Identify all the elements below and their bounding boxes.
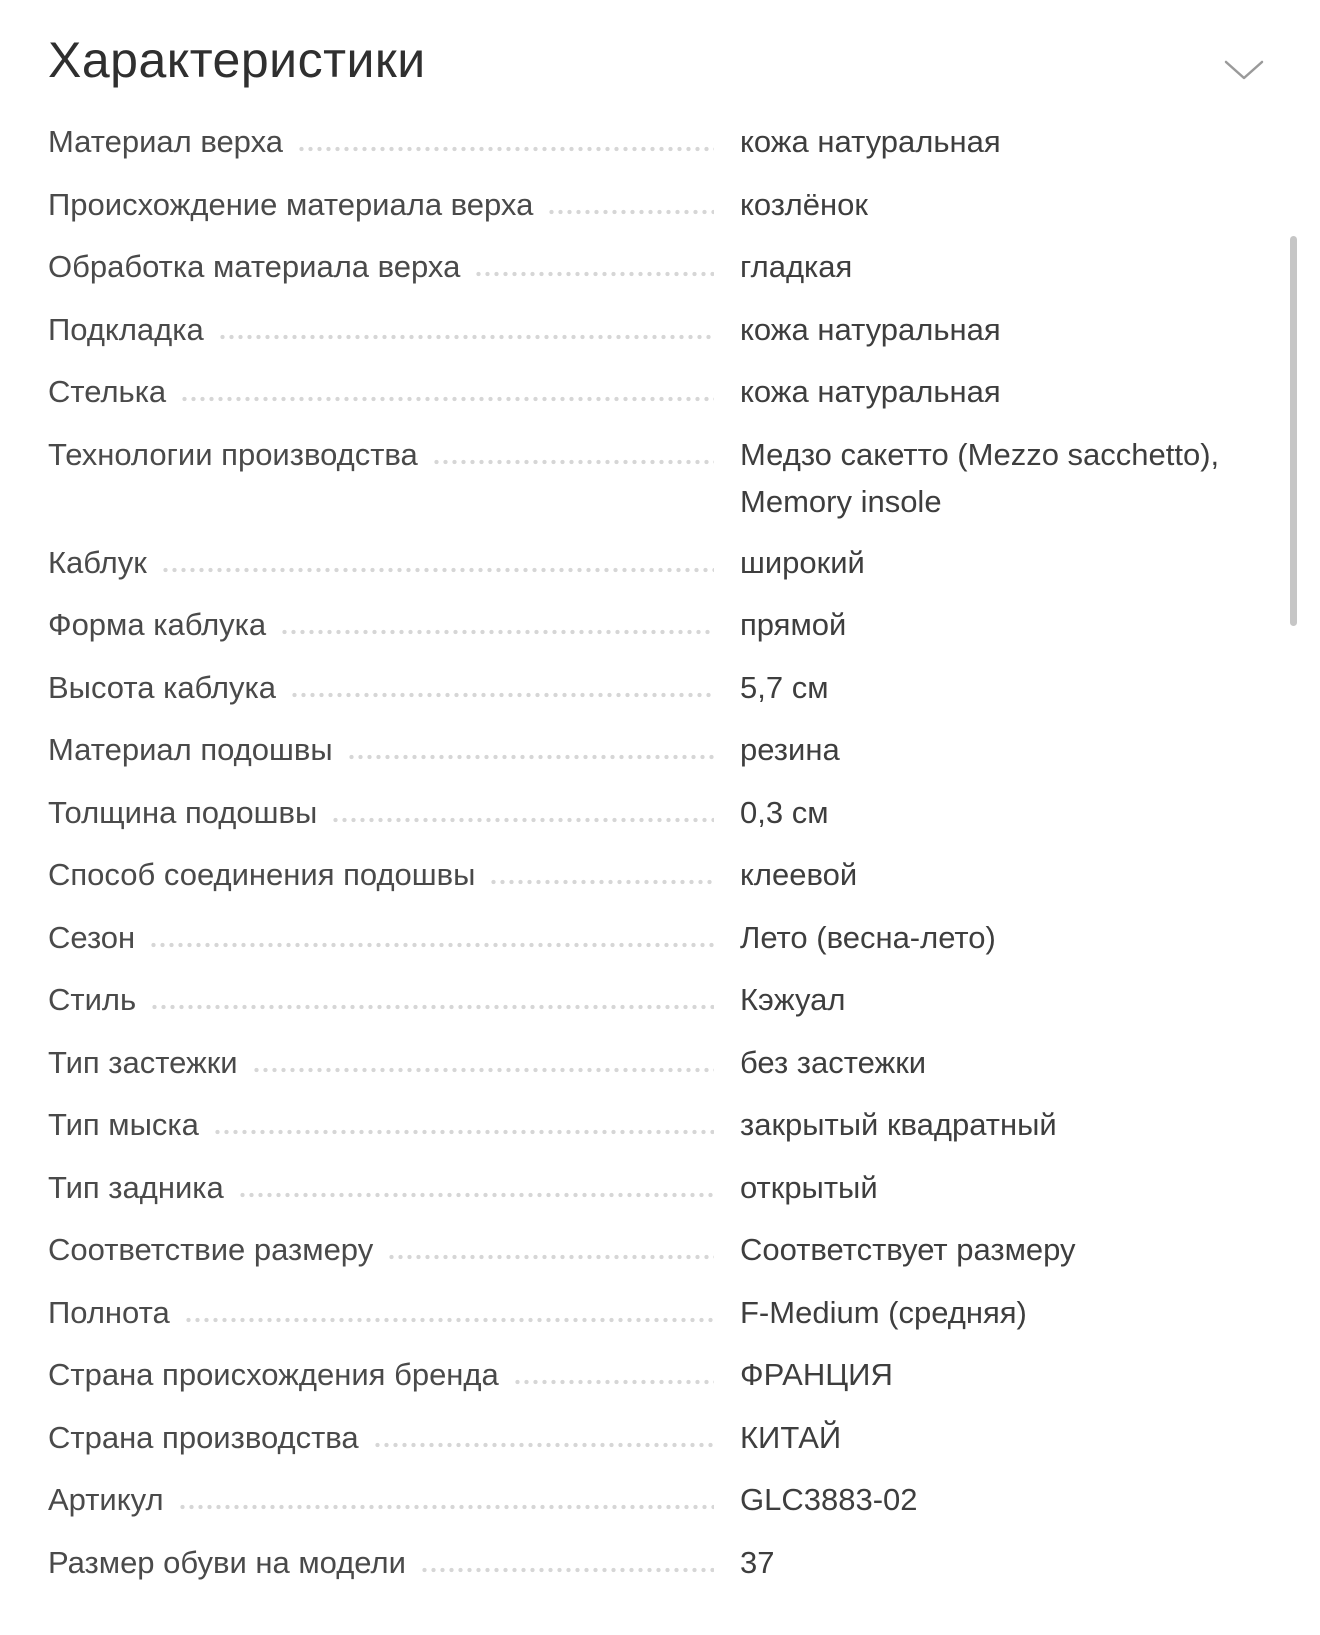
spec-value: Лето (весна-лето) xyxy=(740,919,996,955)
spec-row xyxy=(48,366,1248,429)
spec-row xyxy=(48,599,1248,662)
spec-label-cell xyxy=(48,1474,714,1526)
dotted-leader xyxy=(218,334,714,340)
spec-value: Соответствует размеру xyxy=(740,1232,1076,1267)
spec-value: кожа натуральная xyxy=(740,374,1001,409)
spec-label: Сезон xyxy=(48,919,136,955)
spec-label-cell xyxy=(48,179,714,231)
scrollbar-thumb[interactable] xyxy=(1290,236,1297,626)
spec-label: Каблук xyxy=(48,544,147,580)
spec-label-cell xyxy=(48,1162,714,1214)
spec-row xyxy=(48,537,1248,600)
spec-label: Артикул xyxy=(48,1482,164,1517)
spec-value: 37 xyxy=(740,1544,775,1580)
spec-label: Страна производства xyxy=(48,1419,359,1455)
dotted-leader xyxy=(213,1129,714,1135)
spec-value: кожа натуральная xyxy=(740,124,1001,159)
spec-label-cell xyxy=(48,912,714,964)
spec-label-cell xyxy=(48,366,714,418)
spec-row xyxy=(48,116,1248,179)
dotted-leader xyxy=(513,1379,714,1385)
spec-value: гладкая xyxy=(740,249,853,284)
spec-value: GLC3883-02 xyxy=(740,1482,918,1517)
spec-row xyxy=(48,1224,1248,1287)
spec-label-cell xyxy=(48,662,714,714)
dotted-leader xyxy=(420,1567,714,1573)
spec-label-cell xyxy=(48,1349,714,1401)
spec-label-cell xyxy=(48,429,714,481)
spec-value: широкий xyxy=(740,544,865,580)
spec-row xyxy=(48,429,1248,537)
dotted-leader xyxy=(252,1067,714,1073)
spec-label: Полнота xyxy=(48,1294,170,1330)
spec-value: Кэжуал xyxy=(740,982,846,1017)
spec-row xyxy=(48,179,1248,242)
dotted-leader xyxy=(180,396,714,402)
spec-label-cell xyxy=(48,116,714,168)
spec-label-cell xyxy=(48,1412,714,1464)
specs-list xyxy=(48,116,1248,1599)
dotted-leader xyxy=(432,459,714,465)
spec-row xyxy=(48,1474,1248,1537)
spec-row xyxy=(48,724,1248,787)
spec-value: КИТАЙ xyxy=(740,1419,842,1455)
spec-value: F-Medium (средняя) xyxy=(740,1294,1027,1330)
spec-label: Стиль xyxy=(48,982,137,1017)
spec-value: закрытый квадратный xyxy=(740,1107,1057,1142)
spec-value: прямой xyxy=(740,607,847,642)
dotted-leader xyxy=(184,1317,714,1323)
spec-label-cell xyxy=(48,1287,714,1339)
spec-value: ФРАНЦИЯ xyxy=(740,1357,893,1392)
spec-label-cell xyxy=(48,1037,714,1089)
spec-label: Тип застежки xyxy=(48,1044,238,1080)
spec-row xyxy=(48,1412,1248,1475)
spec-label: Стелька xyxy=(48,374,167,409)
spec-label-cell xyxy=(48,787,714,839)
chevron-down-icon[interactable] xyxy=(1220,50,1268,90)
spec-label-cell xyxy=(48,1099,714,1151)
spec-label: Страна происхождения бренда xyxy=(48,1357,499,1392)
dotted-leader xyxy=(178,1504,714,1510)
spec-value: открытый xyxy=(740,1169,878,1205)
spec-label: Соответствие размеру xyxy=(48,1232,374,1267)
spec-value: кожа натуральная xyxy=(740,311,1001,347)
dotted-leader xyxy=(331,817,714,823)
dotted-leader xyxy=(238,1192,714,1198)
spec-row xyxy=(48,1099,1248,1162)
spec-row xyxy=(48,1162,1248,1225)
spec-row xyxy=(48,1537,1248,1600)
dotted-leader xyxy=(387,1254,714,1260)
dotted-leader xyxy=(547,209,714,215)
spec-label-cell xyxy=(48,241,714,293)
spec-label: Способ соединения подошвы xyxy=(48,857,476,892)
spec-label: Технологии производства xyxy=(48,436,418,472)
spec-label-cell xyxy=(48,974,714,1026)
spec-row xyxy=(48,241,1248,304)
spec-label: Материал подошвы xyxy=(48,732,333,767)
spec-label: Тип задника xyxy=(48,1169,224,1205)
spec-label: Высота каблука xyxy=(48,669,276,705)
spec-label-cell xyxy=(48,849,714,901)
section-title: Характеристики xyxy=(48,32,426,88)
spec-label-cell xyxy=(48,599,714,651)
section-header[interactable] xyxy=(48,20,1288,100)
dotted-leader xyxy=(149,942,714,948)
dotted-leader xyxy=(489,879,714,885)
spec-label-cell xyxy=(48,1224,714,1276)
spec-value: 0,3 см xyxy=(740,794,829,830)
dotted-leader xyxy=(290,692,714,698)
spec-value: резина xyxy=(740,732,840,767)
dotted-leader xyxy=(297,146,714,152)
spec-label: Форма каблука xyxy=(48,607,267,642)
spec-label: Размер обуви на модели xyxy=(48,1544,406,1580)
spec-label-cell xyxy=(48,537,714,589)
spec-value: козлёнок xyxy=(740,186,868,222)
spec-row xyxy=(48,1037,1248,1100)
spec-row xyxy=(48,662,1248,725)
spec-row xyxy=(48,1349,1248,1412)
spec-value: 5,7 см xyxy=(740,669,829,705)
spec-label-cell xyxy=(48,304,714,356)
spec-row xyxy=(48,304,1248,367)
dotted-leader xyxy=(373,1442,714,1448)
spec-value: без застежки xyxy=(740,1044,927,1080)
spec-label: Толщина подошвы xyxy=(48,794,318,830)
spec-label: Происхождение материала верха xyxy=(48,186,534,222)
spec-row xyxy=(48,912,1248,975)
spec-row xyxy=(48,849,1248,912)
spec-label: Подкладка xyxy=(48,311,204,347)
spec-value: клеевой xyxy=(740,857,858,892)
spec-row xyxy=(48,787,1248,850)
spec-row xyxy=(48,974,1248,1037)
dotted-leader xyxy=(474,271,714,277)
spec-label-cell xyxy=(48,724,714,776)
spec-label-cell xyxy=(48,1537,714,1589)
spec-label: Тип мыска xyxy=(48,1107,199,1142)
spec-value: Медзо сакетто (Mezzo sacchetto), Memory insole xyxy=(740,436,1220,519)
spec-label: Материал верха xyxy=(48,124,283,159)
spec-label: Обработка материала верха xyxy=(48,249,461,284)
dotted-leader xyxy=(280,629,714,635)
dotted-leader xyxy=(161,567,714,573)
spec-row xyxy=(48,1287,1248,1350)
dotted-leader xyxy=(150,1004,714,1010)
dotted-leader xyxy=(347,754,714,760)
